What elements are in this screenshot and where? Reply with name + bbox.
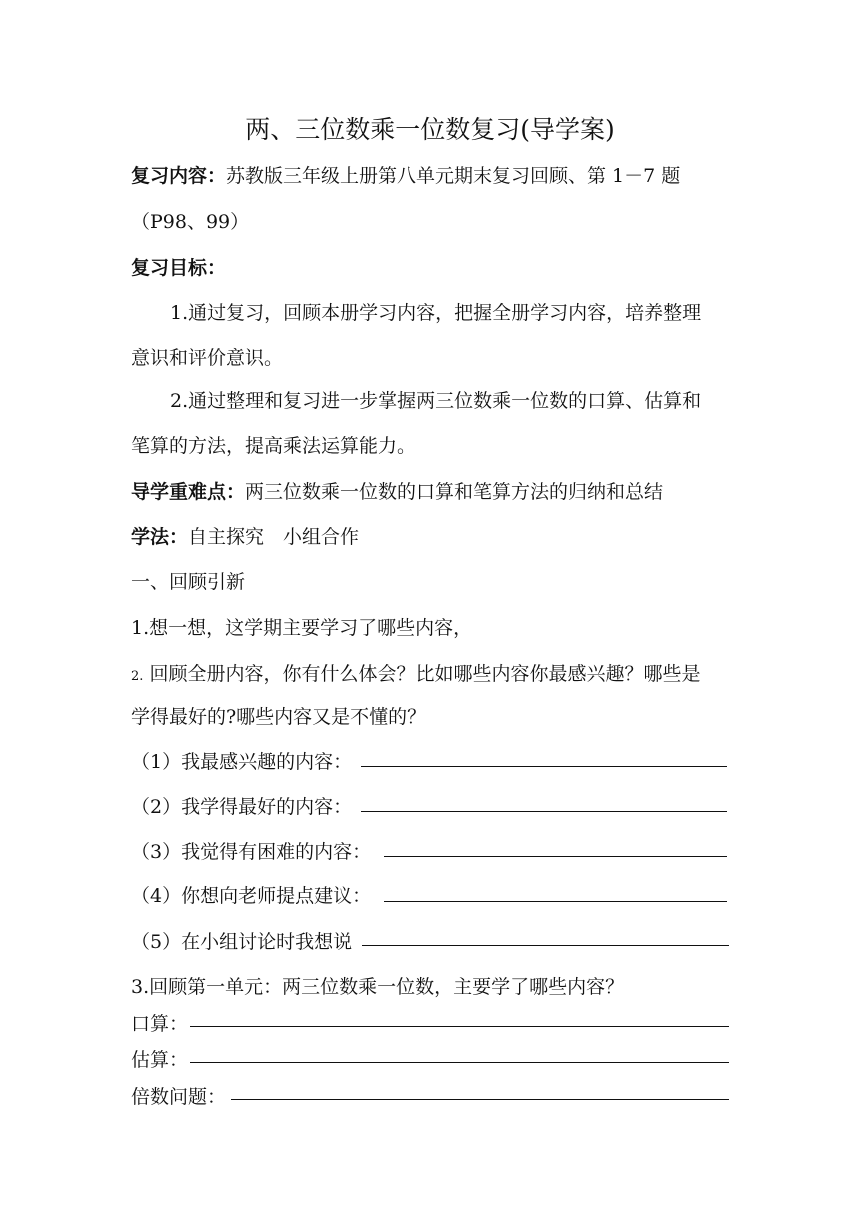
goal-1-line-1: 1.通过复习，回顾本册学习内容，把握全册学习内容，培养整理	[170, 302, 702, 324]
multiple-problem-label: 倍数问题：	[131, 1086, 227, 1108]
review-content-label: 复习内容：	[131, 165, 227, 187]
question-2-number: 2.	[131, 669, 144, 684]
goal-2-line-2: 笔算的方法，提高乘法运算能力。	[131, 435, 417, 457]
prompt-suggestion: （4）你想向老师提点建议：	[131, 885, 372, 907]
study-method-text: 自主探究 小组合作	[188, 526, 360, 548]
study-method-label: 学法：	[131, 526, 189, 548]
answer-line-mental-calc[interactable]	[190, 1026, 729, 1027]
question-3: 3.回顾第一单元：两三位数乘一位数，主要学了哪些内容？	[131, 976, 625, 998]
section-1-heading: 一、回顾引新	[131, 571, 246, 593]
answer-line-multiple-problem[interactable]	[231, 1099, 729, 1100]
review-content-text: 苏教版三年级上册第八单元期末复习回顾、第 1－7 题	[226, 165, 681, 187]
estimation-label: 估算：	[131, 1049, 189, 1071]
mental-calc-label: 口算：	[131, 1013, 189, 1035]
goal-1-line-2: 意识和评价意识。	[131, 347, 284, 369]
answer-line-estimation[interactable]	[190, 1062, 729, 1063]
prompt-difficult: （3）我觉得有困难的内容：	[131, 841, 372, 863]
answer-line-suggestion[interactable]	[384, 901, 727, 902]
prompt-best-learned: （2）我学得最好的内容：	[131, 796, 353, 818]
prompt-interest: （1）我最感兴趣的内容：	[131, 751, 353, 773]
prompt-group-discussion: （5）在小组讨论时我想说	[131, 931, 353, 953]
review-content	[131, 161, 680, 188]
question-2-line-1	[131, 659, 700, 686]
answer-line-difficult[interactable]	[384, 856, 727, 857]
key-points-label: 导学重难点：	[131, 481, 246, 503]
question-2-text: 回顾全册内容，你有什么体会？比如哪些内容你最感兴趣？哪些是	[149, 663, 701, 685]
review-content-pages: （P98、99）	[131, 211, 250, 233]
question-1: 1.想一想，这学期主要学习了哪些内容，	[131, 617, 473, 639]
answer-line-best-learned[interactable]	[361, 811, 727, 812]
question-2-line-2: 学得最好的?哪些内容又是不懂的？	[131, 706, 427, 728]
answer-line-group-discussion[interactable]	[362, 945, 729, 946]
answer-line-interest[interactable]	[361, 766, 727, 767]
review-goals-label: 复习目标：	[131, 257, 227, 279]
key-points	[131, 477, 663, 504]
page-title: 两、三位数乘一位数复习(导学案)	[245, 115, 615, 144]
study-method	[131, 522, 359, 549]
key-points-text: 两三位数乘一位数的口算和笔算方法的归纳和总结	[245, 481, 664, 503]
goal-2-line-1: 2.通过整理和复习进一步掌握两三位数乘一位数的口算、估算和	[170, 390, 702, 412]
